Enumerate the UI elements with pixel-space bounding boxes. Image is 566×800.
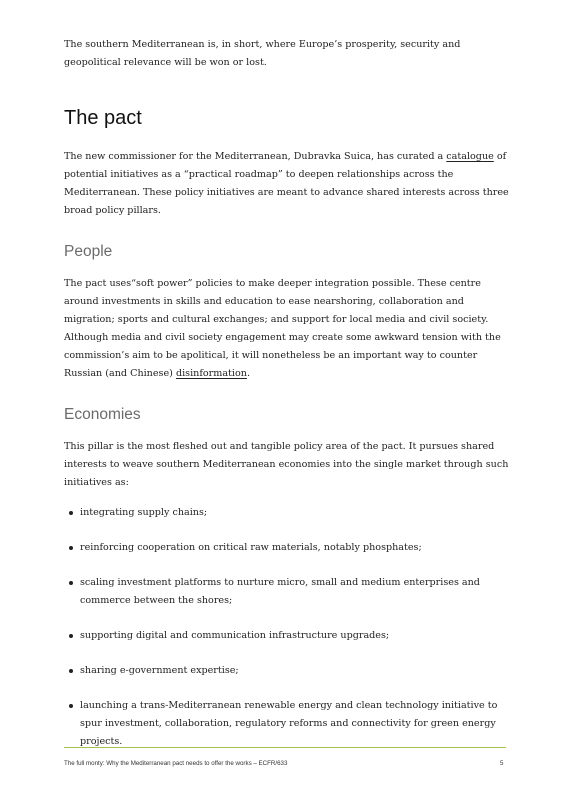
list-item-text: reinforcing cooperation on critical raw materials, notably phosphates; — [80, 542, 422, 553]
bullet-icon — [69, 669, 73, 673]
list-item — [64, 539, 514, 557]
footer-divider — [64, 747, 506, 748]
people-paragraph — [64, 275, 514, 383]
intro-paragraph: The southern Mediterranean is, in short, where Europe’s prosperity, security and geopolitical relevance will be won or lost. — [64, 39, 461, 68]
footer-title: The full monty: Why the Mediterranean pact needs to offer the works – ECFR/633 — [64, 760, 288, 767]
economies-bullet-list — [64, 504, 514, 751]
main-content — [64, 36, 514, 751]
catalogue-link[interactable]: catalogue — [446, 151, 494, 162]
list-item — [64, 574, 514, 610]
bullet-icon — [69, 704, 73, 708]
economies-paragraph: This pillar is the most fleshed out and tangible policy area of the pact. It pursues shared interests to weave southern Mediterranean economies into the single market through such initiatives as: — [64, 441, 509, 488]
list-item — [64, 627, 514, 645]
page-number: 5 — [500, 760, 504, 767]
people-paragraph-text-end: . — [246, 368, 250, 379]
people-paragraph-text-start: The pact uses“soft power” policies to make deeper integration possible. These centre around investments in skills and education to ease nearshoring, collaboration and migration; sports and cultural exchanges; and support for local media and civil society. Although media and civil society engagement may create some awkward tension with the commission’s aim to be apolitical, it will nonetheless be an important way to counter Russian (and Chinese) — [64, 278, 501, 379]
list-item-text: integrating supply chains; — [80, 507, 208, 518]
disinformation-link[interactable]: disinformation — [175, 368, 247, 379]
list-item-text: supporting digital and communication infrastructure upgrades; — [80, 630, 390, 641]
pact-heading: The pact — [64, 107, 142, 129]
bullet-icon — [69, 634, 73, 638]
pact-paragraph-text-start: The new commissioner for the Mediterranean, Dubravka Suica, has curated a — [64, 151, 447, 162]
pact-paragraph-text-end: of potential initiatives as a “practical roadmap” to deepen relationships across the Mediterranean. These policy initiatives are meant to advance shared interests across three broad policy pillars. — [64, 151, 509, 216]
list-item — [64, 504, 514, 522]
list-item — [64, 662, 514, 680]
bullet-icon — [69, 546, 73, 550]
people-heading: People — [64, 243, 113, 260]
list-item — [64, 697, 514, 751]
pact-paragraph — [64, 148, 514, 220]
list-item-text: scaling investment platforms to nurture micro, small and medium enterprises and commerce between the shores; — [80, 577, 480, 606]
bullet-icon — [69, 511, 73, 515]
bullet-icon — [69, 581, 73, 585]
list-item-text: sharing e-government expertise; — [80, 665, 239, 676]
list-item-text: launching a trans-Mediterranean renewable energy and clean technology initiative to spur investment, collaboration, regulatory reforms and connectivity for green energy projects. — [80, 700, 498, 747]
economies-heading: Economies — [64, 406, 141, 423]
